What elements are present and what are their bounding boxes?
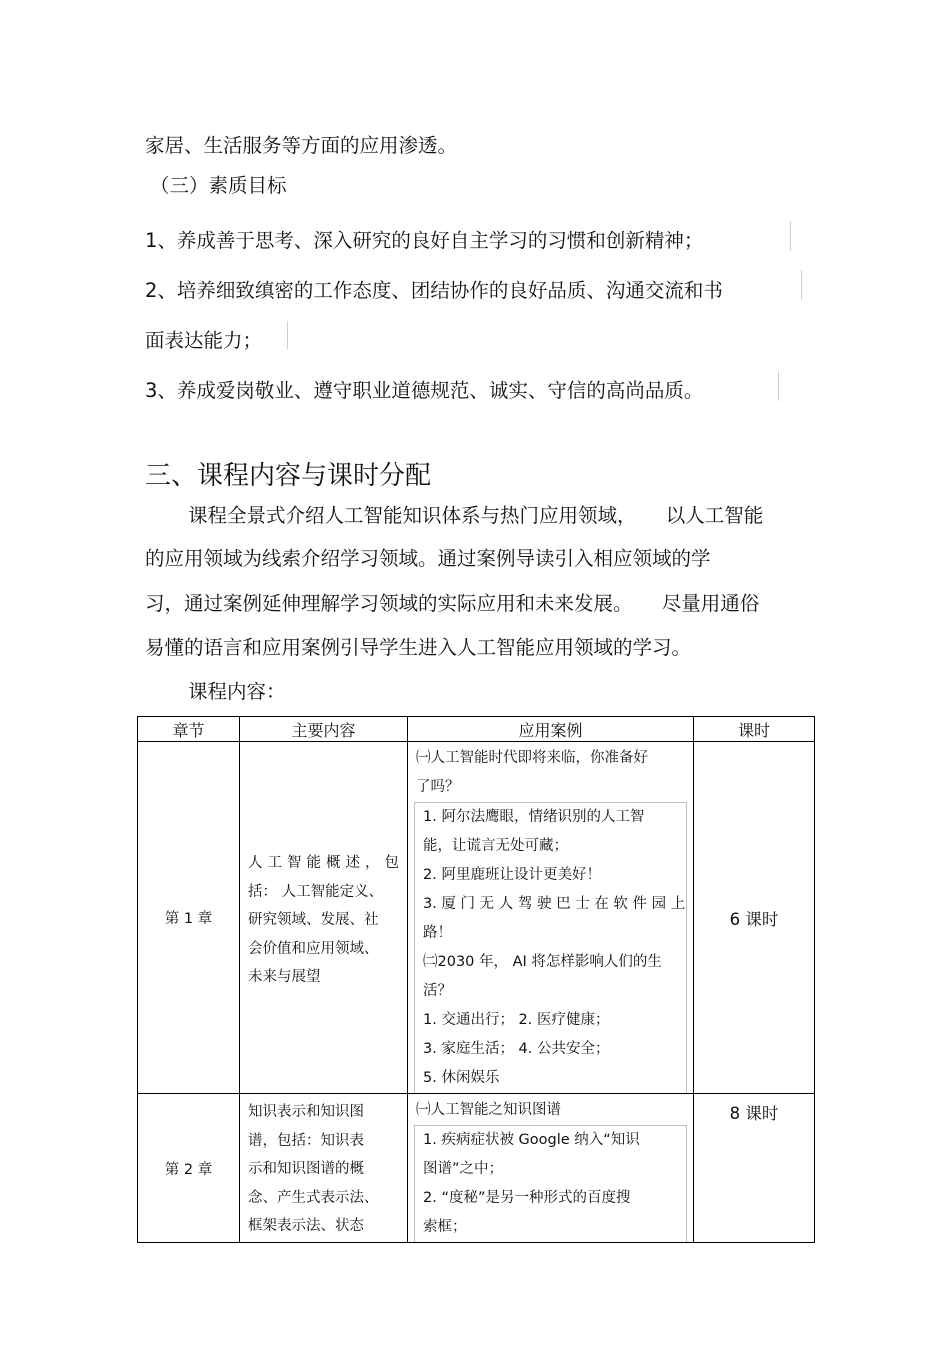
case-line: ㈡2030 年， AI 将怎样影响人们的生 [423, 954, 662, 970]
case-line: 2. “度秘”是另一种形式的百度搜 [423, 1190, 631, 1206]
main-line: 研究领域、发展、社 [248, 912, 379, 929]
chapter-cell: 第 2 章 [138, 1094, 240, 1243]
case-line: 能，让谎言无处可藏； [423, 838, 568, 854]
case-line: 1. 疾病症状被 Google 纳入“知识 [423, 1132, 640, 1148]
paragraph-line-2: 的应用领域为线索介绍学习领域。通过案例导读引入相应领域的学 [145, 547, 711, 570]
case-line: 了吗？ [416, 779, 460, 795]
paragraph-line-3: 习，通过案例延伸理解学习领域的实际应用和未来发展。 尽量用通俗 [145, 592, 760, 615]
continued-text: 家居、生活服务等方面的应用渗透。 [145, 134, 458, 157]
main-line: 括： 人工智能定义、 [248, 883, 384, 900]
case-line: 2. 阿里鹿班让设计更美好！ [423, 867, 601, 883]
main-content-cell [240, 1094, 408, 1243]
header-main-content: 主要内容 [240, 717, 408, 742]
case-line: 3. 家庭生活； 4. 公共安全； [423, 1041, 610, 1057]
paragraph-line-4: 易懂的语言和应用案例引导学生进入人工智能应用领域的学习。 [145, 636, 692, 659]
case-line: 1. 交通出行； 2. 医疗健康； [423, 1012, 610, 1028]
margin-bar [287, 321, 288, 349]
table-row [138, 742, 815, 1094]
cases-cell [408, 742, 694, 1094]
goal-line-3: 3、养成爱岗敬业、遵守职业道德规范、诚实、守信的高尚品质。 [145, 379, 704, 402]
margin-bar [801, 270, 802, 300]
main-content-cell [240, 742, 408, 1094]
main-line: 谱，包括：知识表 [248, 1132, 364, 1149]
hours-cell: 6 课时 [694, 742, 815, 1094]
case-line: 5. 休闲娱乐 [423, 1070, 500, 1086]
main-line: 人 工 智 能 概 述 ， 包 [248, 855, 399, 872]
main-line: 念、产生式表示法、 [248, 1189, 379, 1206]
header-cases: 应用案例 [408, 717, 694, 742]
case-line: 索框； [423, 1219, 467, 1235]
goal-line-2: 2、培养细致缜密的工作态度、团结协作的良好品质、沟通交流和书 [145, 279, 723, 302]
main-line: 未来与展望 [248, 969, 321, 986]
case-line: 图谱”之中； [423, 1161, 504, 1177]
margin-bar [778, 371, 779, 401]
case-line: 路！ [423, 925, 452, 941]
subheading-quality-goals: （三）素质目标 [150, 174, 287, 197]
content-label: 课程内容： [188, 680, 286, 703]
course-table [137, 716, 815, 1243]
main-line: 会价值和应用领域、 [248, 940, 379, 957]
chapter-cell: 第 1 章 [138, 742, 240, 1094]
case-line: 1. 阿尔法鹰眼，情绪识别的人工智 [423, 809, 645, 825]
hours-cell: 8 课时 [694, 1094, 815, 1243]
case-line: ㈠人工智能时代即将来临，你准备好 [416, 750, 648, 766]
goal-line-2-cont: 面表达能力； [145, 329, 263, 352]
header-chapter: 章节 [138, 717, 240, 742]
header-hours: 课时 [694, 717, 815, 742]
goal-line-1: 1、养成善于思考、深入研究的良好自主学习的习惯和创新精神； [145, 229, 704, 252]
main-line: 知识表示和知识图 [248, 1104, 364, 1120]
section-heading: 三、课程内容与课时分配 [145, 461, 432, 491]
inner-case-box [414, 802, 687, 1093]
case-line: ㈠人工智能之知识图谱 [416, 1102, 561, 1118]
main-line: 示和知识图谱的概 [248, 1161, 364, 1177]
table-header-row [138, 717, 815, 742]
paragraph-line-1: 课程全景式介绍人工智能知识体系与热门应用领域， 以人工智能 [188, 504, 764, 527]
inner-case-box [414, 1125, 687, 1242]
main-line: 框架表示法、状态 [248, 1218, 364, 1234]
case-line: 活？ [423, 983, 452, 999]
table-row [138, 1094, 815, 1243]
case-line: 3. 厦 门 无 人 驾 驶 巴 士 在 软 件 园 上 [423, 896, 686, 912]
cases-cell [408, 1094, 694, 1243]
margin-bar [790, 221, 791, 251]
